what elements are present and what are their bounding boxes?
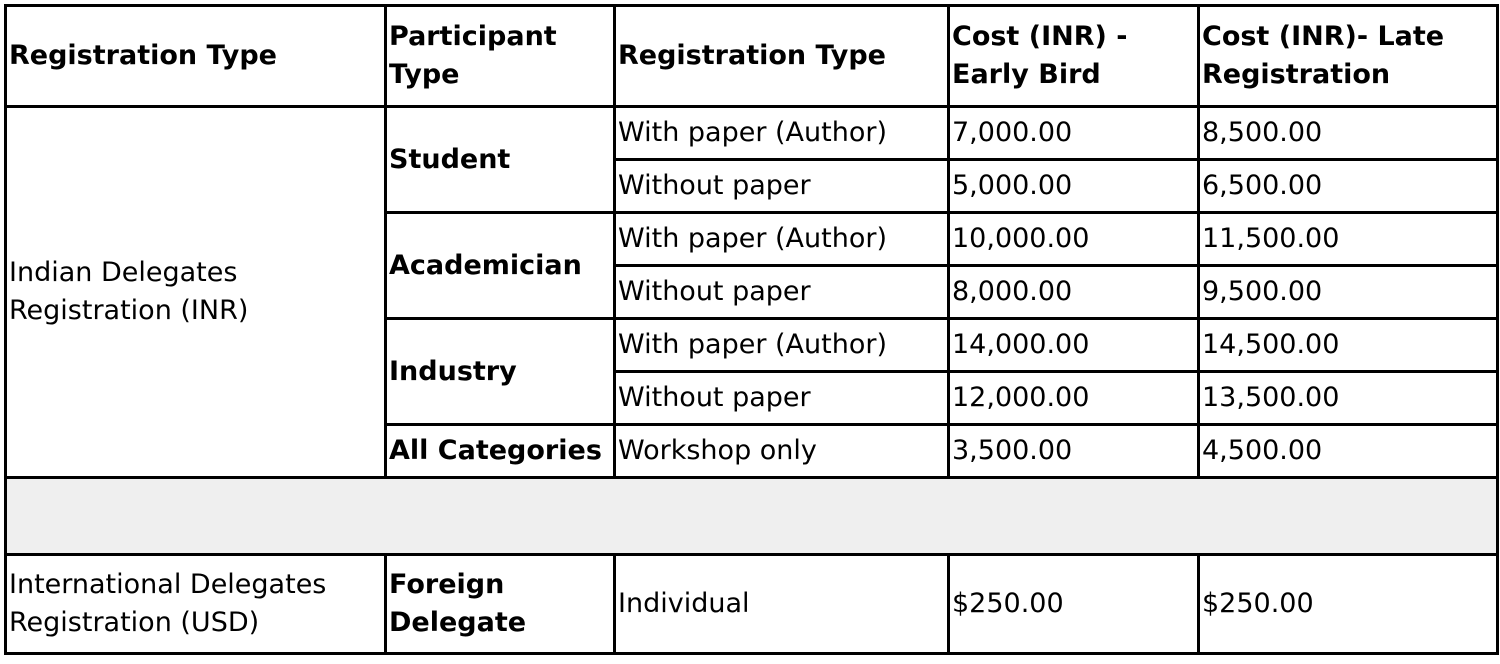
late-cost-cell: $250.00 <box>1199 555 1498 654</box>
registration-type-cell: Workshop only <box>615 425 949 478</box>
header-participant-type: Participant Type <box>386 6 615 107</box>
group-label-international: International Delegates Registration (USD) <box>6 555 386 654</box>
late-cost-cell: 14,500.00 <box>1199 319 1498 372</box>
spacer-row <box>6 478 1498 555</box>
table-row <box>6 555 1498 654</box>
late-cost-cell: 4,500.00 <box>1199 425 1498 478</box>
participant-type-cell: Academician <box>386 213 615 319</box>
late-cost-cell: 8,500.00 <box>1199 107 1498 160</box>
group-label-indian: Indian Delegates Registration (INR) <box>6 107 386 478</box>
participant-type-cell: Industry <box>386 319 615 425</box>
participant-type-cell: Foreign Delegate <box>386 555 615 654</box>
registration-type-cell: Without paper <box>615 160 949 213</box>
early-bird-cost-cell: 5,000.00 <box>949 160 1199 213</box>
table-row <box>6 107 1498 160</box>
registration-fees-table <box>4 4 1499 655</box>
participant-type-cell: All Categories <box>386 425 615 478</box>
registration-type-cell: With paper (Author) <box>615 213 949 266</box>
spacer-cell <box>6 478 1498 555</box>
header-row <box>6 6 1498 107</box>
early-bird-cost-cell: 7,000.00 <box>949 107 1199 160</box>
late-cost-cell: 11,500.00 <box>1199 213 1498 266</box>
late-cost-cell: 13,500.00 <box>1199 372 1498 425</box>
header-cost-early-bird: Cost (INR) - Early Bird <box>949 6 1199 107</box>
registration-type-cell: Individual <box>615 555 949 654</box>
header-registration-type: Registration Type <box>6 6 386 107</box>
registration-type-cell: Without paper <box>615 372 949 425</box>
header-registration-type-2: Registration Type <box>615 6 949 107</box>
late-cost-cell: 9,500.00 <box>1199 266 1498 319</box>
early-bird-cost-cell: 10,000.00 <box>949 213 1199 266</box>
registration-type-cell: Without paper <box>615 266 949 319</box>
early-bird-cost-cell: 12,000.00 <box>949 372 1199 425</box>
early-bird-cost-cell: 14,000.00 <box>949 319 1199 372</box>
early-bird-cost-cell: 8,000.00 <box>949 266 1199 319</box>
registration-type-cell: With paper (Author) <box>615 319 949 372</box>
header-cost-late: Cost (INR)- Late Registration <box>1199 6 1498 107</box>
early-bird-cost-cell: 3,500.00 <box>949 425 1199 478</box>
registration-type-cell: With paper (Author) <box>615 107 949 160</box>
early-bird-cost-cell: $250.00 <box>949 555 1199 654</box>
late-cost-cell: 6,500.00 <box>1199 160 1498 213</box>
participant-type-cell: Student <box>386 107 615 213</box>
